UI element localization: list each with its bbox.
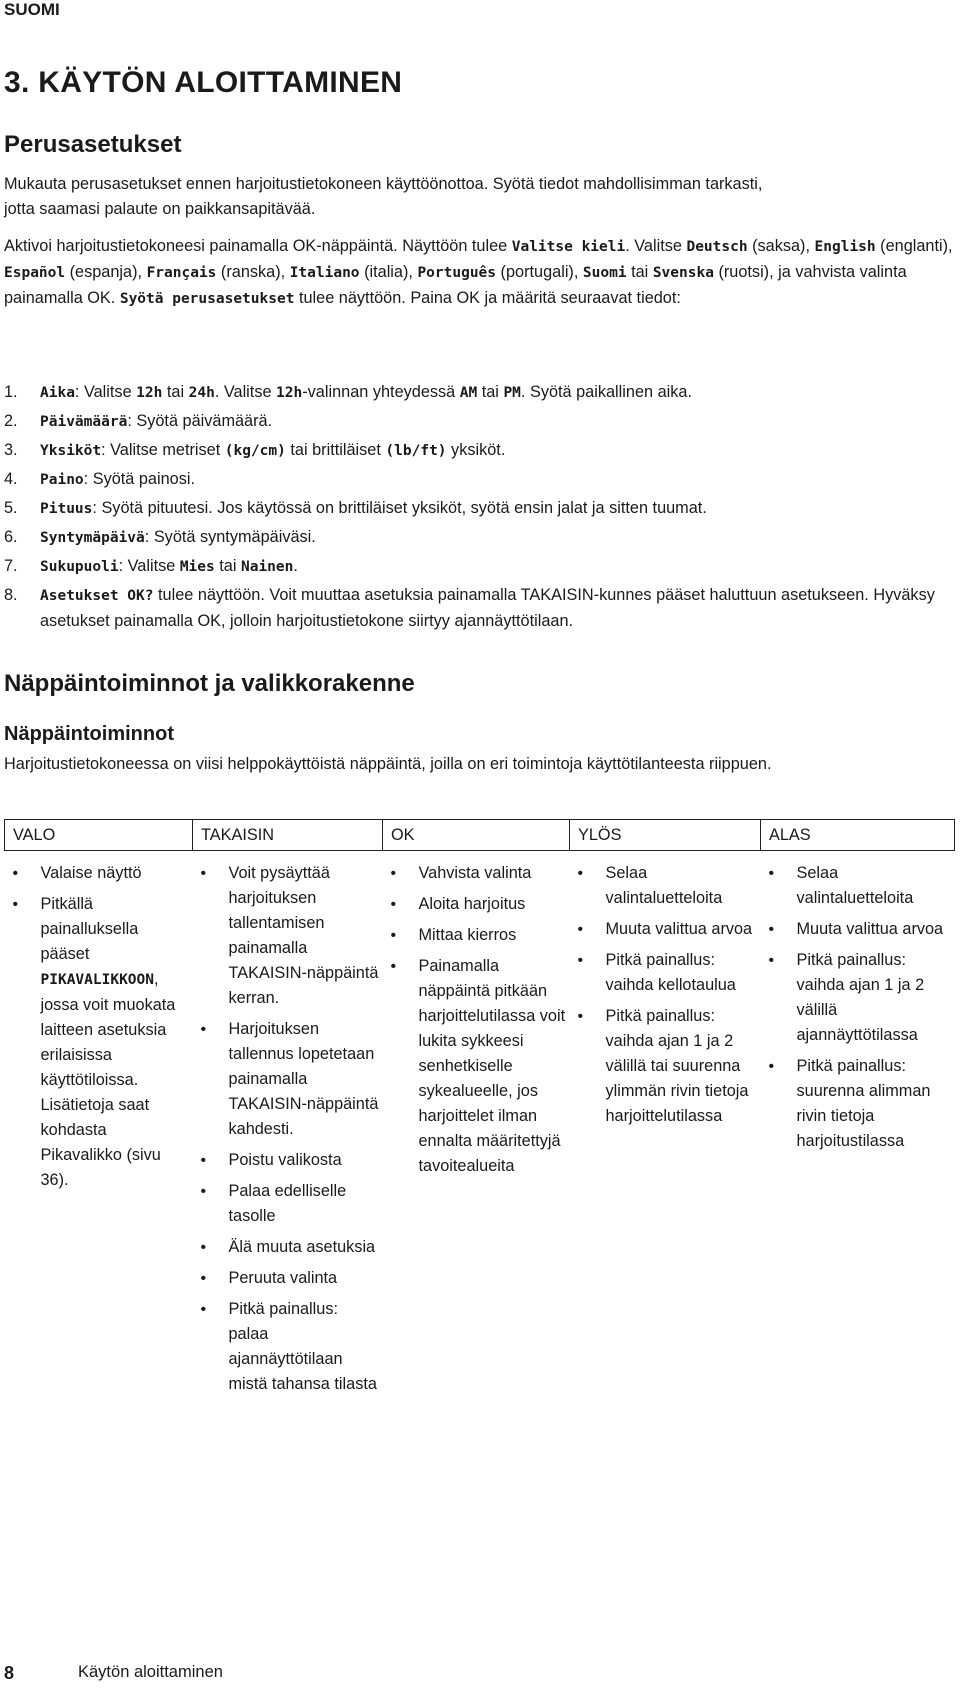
bullet-text: Voit pysäyttää harjoituksen tallentamisen painamalla TAKAISIN-näppäintä kerran. bbox=[228, 864, 379, 1007]
option-italiano: Italiano bbox=[289, 265, 360, 281]
text-run: . Valitse bbox=[625, 237, 687, 255]
bullet-icon: • bbox=[390, 896, 397, 913]
bullet-icon: • bbox=[577, 1008, 584, 1025]
step-text: yksiköt. bbox=[446, 441, 506, 459]
list-item bbox=[387, 923, 566, 948]
intro-line-2: jotta saamasi palaute on paikkansapitävää. bbox=[4, 200, 316, 218]
step-text: : Valitse bbox=[74, 383, 137, 401]
bullet-text: Pitkä painallus: vaihda ajan 1 ja 2 välillä ajannäyttötilassa bbox=[796, 951, 925, 1044]
text-run: (ranska), bbox=[216, 263, 290, 281]
list-item bbox=[4, 554, 954, 580]
list-item bbox=[9, 861, 189, 886]
text-run: (italia), bbox=[359, 263, 418, 281]
display-text-syota-perusasetukset: Syötä perusasetukset bbox=[119, 291, 295, 307]
step-text: tai bbox=[162, 383, 189, 401]
step-keyword: Nainen bbox=[240, 559, 294, 575]
bullet-text: Aloita harjoitus bbox=[418, 895, 526, 913]
step-text: : Valitse metriset bbox=[101, 441, 225, 459]
step-text: : Syötä pituutesi. Jos käytössä on brittiläiset yksiköt, syötä ensin jalat ja sitten tuumat. bbox=[92, 499, 707, 517]
step-keyword: Pituus bbox=[40, 501, 93, 517]
step-keyword: Yksiköt bbox=[40, 443, 102, 459]
step-keyword: (lb/ft) bbox=[385, 443, 447, 459]
list-item bbox=[765, 1054, 951, 1154]
bullet-icon: • bbox=[12, 896, 19, 913]
cell-valo bbox=[5, 851, 193, 1404]
bullet-icon: • bbox=[200, 1270, 207, 1287]
step-text: : Syötä painosi. bbox=[83, 470, 195, 488]
step-text: tulee näyttöön. Voit muuttaa asetuksia painamalla TAKAISIN-kunnes pääset haluttuun asetukseen. Hyväksy asetukset painamalla OK, jolloin harjoitustietokone siirtyy ajannäyttötilaan. bbox=[40, 586, 935, 630]
intro-paragraph bbox=[4, 172, 954, 222]
step-number: 5. bbox=[4, 499, 18, 517]
list-item bbox=[197, 1266, 379, 1291]
list-item bbox=[387, 861, 566, 886]
bullet-text: , jossa voit muokata laitteen asetuksia erilaisissa käyttötiloissa. Lisätietoja saat kohdasta Pikavalikko (sivu 36). bbox=[40, 970, 176, 1189]
step-text: : Syötä päivämäärä. bbox=[127, 412, 273, 430]
step-text: . Valitse bbox=[214, 383, 277, 401]
bullet-text: Muuta valittua arvoa bbox=[605, 920, 753, 938]
bullet-text: Harjoituksen tallennus lopetetaan painamalla TAKAISIN-näppäintä kahdesti. bbox=[228, 1020, 379, 1138]
text-run: Aktivoi harjoitustietokoneesi painamalla OK-näppäintä. Näyttöön tulee bbox=[4, 237, 512, 255]
list-item bbox=[4, 496, 954, 522]
list-item bbox=[197, 861, 379, 1011]
option-espanol: Español bbox=[4, 265, 66, 281]
cell-ok bbox=[383, 851, 570, 1404]
cell-takaisin bbox=[193, 851, 383, 1404]
step-text: . bbox=[293, 557, 298, 575]
step-number: 4. bbox=[4, 470, 18, 488]
list-item bbox=[574, 917, 757, 942]
step-keyword: 12h bbox=[136, 385, 163, 401]
text-run: (englanti), bbox=[875, 237, 953, 255]
header-ylos: YLÖS bbox=[570, 820, 761, 851]
bullet-icon: • bbox=[200, 1239, 207, 1256]
list-item bbox=[387, 954, 566, 1179]
intro-line-1: Mukauta perusasetukset ennen harjoitustietokoneen käyttöönottoa. Syötä tiedot mahdollisimman tarkasti, bbox=[4, 175, 763, 193]
bullet-text: Pitkä painallus: vaihda ajan 1 ja 2 välillä tai suurenna ylimmän rivin tietoja harjoittelutilassa bbox=[605, 1007, 749, 1125]
step-text: tai brittiläiset bbox=[285, 441, 386, 459]
bullet-icon: • bbox=[390, 865, 397, 882]
option-portugues: Português bbox=[417, 265, 497, 281]
section-heading-nappaintoiminnot-ja-valikkorakenne: Näppäintoiminnot ja valikkorakenne bbox=[4, 670, 415, 697]
bullet-text: Palaa edelliselle tasolle bbox=[228, 1182, 347, 1225]
list-item bbox=[387, 892, 566, 917]
table-row bbox=[5, 851, 955, 1404]
bullet-text: Poistu valikosta bbox=[228, 1151, 342, 1169]
step-keyword: 24h bbox=[188, 385, 215, 401]
step-number: 6. bbox=[4, 528, 18, 546]
bullet-icon: • bbox=[577, 952, 584, 969]
step-number: 1. bbox=[4, 383, 18, 401]
section-heading-perusasetukset: Perusasetukset bbox=[4, 131, 182, 158]
list-item bbox=[4, 380, 954, 406]
step-keyword: Paino bbox=[40, 472, 84, 488]
bullet-text: Pitkällä painalluksella pääset bbox=[40, 895, 139, 963]
list-item bbox=[197, 1297, 379, 1397]
setup-steps-list bbox=[4, 380, 954, 637]
cell-ylos bbox=[570, 851, 761, 1404]
option-english: English bbox=[814, 239, 876, 255]
option-svenska: Svenska bbox=[652, 265, 714, 281]
text-run: (espanja), bbox=[65, 263, 147, 281]
text-run: (portugali), bbox=[496, 263, 583, 281]
list-item bbox=[4, 583, 954, 634]
step-keyword: PM bbox=[503, 385, 521, 401]
step-text: tai bbox=[477, 383, 504, 401]
bullet-text: Älä muuta asetuksia bbox=[228, 1238, 376, 1256]
list-item bbox=[197, 1179, 379, 1229]
text-run: (ruotsi), ja vahvista valinta painamalla OK. bbox=[4, 263, 907, 307]
bullet-icon: • bbox=[768, 1058, 775, 1075]
bullet-icon: • bbox=[768, 952, 775, 969]
list-item bbox=[197, 1017, 379, 1142]
bullet-text: Pitkä painallus: vaihda kellotaulua bbox=[605, 951, 736, 994]
buttons-description: Harjoitustietokoneessa on viisi helppokäyttöistä näppäintä, joilla on eri toimintoja käyttötilanteesta riippuen. bbox=[4, 755, 772, 773]
display-text-valitse-kieli: Valitse kieli bbox=[511, 239, 626, 255]
step-keyword: Syntymäpäivä bbox=[40, 530, 145, 546]
list-item bbox=[9, 892, 189, 1193]
language-label: SUOMI bbox=[4, 0, 60, 19]
step-keyword: Asetukset OK? bbox=[40, 588, 154, 604]
step-keyword: Mies bbox=[179, 559, 215, 575]
list-item bbox=[574, 948, 757, 998]
bullet-text: Selaa valintaluetteloita bbox=[605, 864, 723, 907]
step-number: 8. bbox=[4, 586, 18, 604]
bullet-text: Mittaa kierros bbox=[418, 926, 517, 944]
header-takaisin: TAKAISIN bbox=[193, 820, 383, 851]
step-text: : Syötä syntymäpäiväsi. bbox=[144, 528, 316, 546]
list-item bbox=[574, 861, 757, 911]
bullet-icon: • bbox=[768, 865, 775, 882]
bullet-icon: • bbox=[390, 927, 397, 944]
step-keyword: AM bbox=[459, 385, 478, 401]
bullet-icon: • bbox=[390, 958, 397, 975]
text-run: tai bbox=[626, 263, 653, 281]
list-item bbox=[765, 917, 951, 942]
list-item bbox=[4, 409, 954, 435]
list-item bbox=[197, 1148, 379, 1173]
button-functions-table bbox=[4, 819, 955, 1403]
bullet-icon: • bbox=[200, 1021, 207, 1038]
bullet-icon: • bbox=[577, 865, 584, 882]
text-run: tulee näyttöön. Paina OK ja määritä seuraavat tiedot: bbox=[294, 289, 681, 307]
step-number: 2. bbox=[4, 412, 18, 430]
bullet-icon: • bbox=[200, 1183, 207, 1200]
bullet-text: Pitkä painallus: palaa ajannäyttötilaan mistä tahansa tilasta bbox=[228, 1300, 377, 1393]
bullet-icon: • bbox=[577, 921, 584, 938]
table-header-row bbox=[5, 820, 955, 851]
subheading-nappaintoiminnot: Näppäintoiminnot bbox=[4, 723, 174, 745]
step-number: 3. bbox=[4, 441, 18, 459]
step-text: . Syötä paikallinen aika. bbox=[520, 383, 692, 401]
step-keyword: Päivämäärä bbox=[40, 414, 128, 430]
step-keyword: Aika bbox=[40, 385, 75, 401]
list-item bbox=[574, 1004, 757, 1129]
language-paragraph bbox=[4, 234, 954, 312]
bullet-text: Painamalla näppäintä pitkään harjoittelutilassa voit lukita sykkeesi senhetkiselle sykealueelle, jos harjoittelet ilman ennalta määritettyjä tavoitealueita bbox=[418, 957, 566, 1175]
bullet-text: Peruuta valinta bbox=[228, 1269, 338, 1287]
step-keyword: (kg/cm) bbox=[224, 443, 286, 459]
bullet-icon: • bbox=[12, 865, 19, 882]
option-deutsch: Deutsch bbox=[686, 239, 748, 255]
bullet-text: Selaa valintaluetteloita bbox=[796, 864, 914, 907]
bullet-icon: • bbox=[200, 865, 207, 882]
step-keyword: Sukupuoli bbox=[40, 559, 119, 575]
list-item bbox=[765, 948, 951, 1048]
step-text: : Valitse bbox=[118, 557, 180, 575]
bullet-text: Muuta valittua arvoa bbox=[796, 920, 944, 938]
text-run: (saksa), bbox=[747, 237, 815, 255]
header-alas: ALAS bbox=[761, 820, 955, 851]
list-item bbox=[765, 861, 951, 911]
list-item bbox=[197, 1235, 379, 1260]
step-keyword: 12h bbox=[276, 385, 303, 401]
bullet-text: Vahvista valinta bbox=[418, 864, 532, 882]
bullet-icon: • bbox=[768, 921, 775, 938]
list-item bbox=[4, 438, 954, 464]
chapter-title: 3. KÄYTÖN ALOITTAMINEN bbox=[4, 66, 403, 99]
bullet-icon: • bbox=[200, 1152, 207, 1169]
option-francais: Français bbox=[146, 265, 217, 281]
step-text: tai bbox=[214, 557, 241, 575]
step-text: -valinnan yhteydessä bbox=[302, 383, 460, 401]
keyword-pikavalikkoon: PIKAVALIKKOON bbox=[40, 972, 154, 988]
step-number: 7. bbox=[4, 557, 18, 575]
bullet-text: Pitkä painallus: suurenna alimman rivin tietoja harjoitustilassa bbox=[796, 1057, 931, 1150]
cell-alas bbox=[761, 851, 955, 1404]
list-item bbox=[4, 525, 954, 551]
option-suomi: Suomi bbox=[582, 265, 627, 281]
bullet-text: Valaise näyttö bbox=[40, 864, 142, 882]
list-item bbox=[4, 467, 954, 493]
header-valo: VALO bbox=[5, 820, 193, 851]
page-number: 8 bbox=[4, 1663, 15, 1683]
footer-section-title: Käytön aloittaminen bbox=[78, 1663, 223, 1681]
bullet-icon: • bbox=[200, 1301, 207, 1318]
header-ok: OK bbox=[383, 820, 570, 851]
